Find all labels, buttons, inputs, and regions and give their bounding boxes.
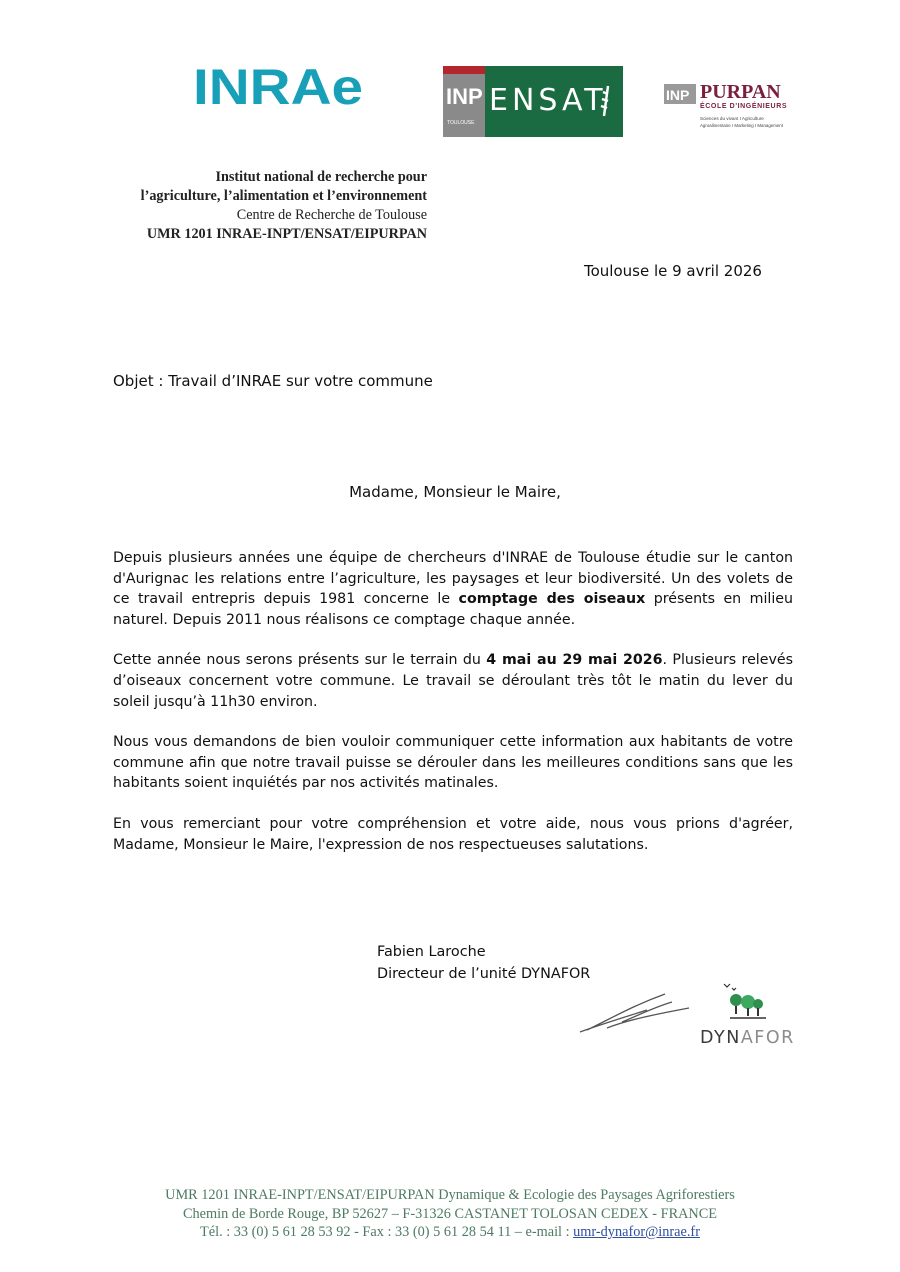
signer-title: Directeur de l’unité DYNAFOR bbox=[377, 966, 591, 982]
paragraph-3: Nous vous demandons de bien vouloir communiquer cette information aux habitants de votre commune afin que notre travail puisse se dérouler dans les meilleures conditions sans que les habitants soient inquiétés par nos activités matinales. bbox=[113, 734, 793, 792]
ensat-sub-text: TOULOUSE bbox=[447, 120, 475, 126]
inrae-logo-text: INRAe bbox=[193, 60, 363, 112]
purpan-sub-text: ÉCOLE D'INGÉNIEURS bbox=[700, 103, 788, 110]
letter-subject: Objet : Travail d’INRAE sur votre commune bbox=[113, 372, 433, 390]
letter-salutation: Madame, Monsieur le Maire, bbox=[349, 483, 561, 501]
footer-line3: Tél. : 33 (0) 5 61 28 53 92 - Fax : 33 (0) 5 61 28 54 11 – e-mail : umr-dynafor@inrae.fr bbox=[200, 1224, 700, 1240]
ensat-name-text: ENSAT bbox=[489, 83, 607, 118]
paragraph-2: Cette année nous serons présents sur le terrain du 4 mai au 29 mai 2026. Plusieurs relevés d’oiseaux concernent votre commune. Le travail se déroulant très tôt le matin du lever du soleil jusqu’à 11h30 environ. bbox=[113, 652, 793, 710]
ensat-inp-text: INP bbox=[446, 84, 483, 109]
purpan-inp-text: INP bbox=[666, 87, 690, 103]
paragraph-4: En vous remerciant pour votre compréhension et votre aide, nous vous prions d'agréer, Madame, Monsieur le Maire, l'expression de nos respectueuses salutations. bbox=[113, 815, 793, 853]
letter-body bbox=[113, 548, 793, 875]
ensat-logo bbox=[443, 66, 623, 137]
handwritten-signature bbox=[577, 988, 692, 1038]
institution-block bbox=[100, 168, 427, 244]
footer-email-link[interactable]: umr-dynafor@inrae.fr bbox=[573, 1224, 700, 1240]
birds-icon bbox=[724, 984, 736, 990]
purpan-logo bbox=[664, 80, 806, 132]
inrae-logo bbox=[193, 60, 365, 112]
purpan-tag1-text: Sciences du vivant I Agriculture bbox=[700, 116, 764, 121]
letter-date: Toulouse le 9 avril 2026 bbox=[584, 262, 762, 280]
signer-name: Fabien Laroche bbox=[377, 944, 486, 960]
highlight-bird-count: comptage des oiseaux bbox=[458, 591, 646, 608]
institution-line1: Institut national de recherche pour bbox=[215, 169, 427, 185]
letter-footer bbox=[0, 1186, 900, 1242]
footer-line1: UMR 1201 INRAE-INPT/ENSAT/EIPURPAN Dynamique & Ecologie des Paysages Agriforestiers bbox=[165, 1187, 735, 1203]
paragraph-1: Depuis plusieurs années une équipe de chercheurs d'INRAE de Toulouse étudie sur le canton d'Aurignac les relations entre l’agriculture, les paysages et leur biodiversité. Un des volets de ce travail entrepris depuis 1981 concerne le comptage des oiseaux présents en milieu naturel. Depuis 2011 nous réalisons ce comptage chaque année. bbox=[113, 550, 793, 628]
highlight-dates: 4 mai au 29 mai 2026 bbox=[486, 652, 663, 669]
institution-line4: UMR 1201 INRAE-INPT/ENSAT/EIPURPAN bbox=[146, 226, 427, 242]
institution-line3: Centre de Recherche de Toulouse bbox=[236, 207, 427, 223]
signer-block bbox=[377, 941, 590, 985]
purpan-name-text: PURPAN bbox=[700, 81, 781, 103]
purpan-tag2-text: Agroalimentaire I Marketing I Management bbox=[700, 123, 783, 128]
dynafor-wordmark: DYNAFOR bbox=[700, 1028, 795, 1048]
institution-line2: l’agriculture, l’alimentation et l’environnement bbox=[140, 188, 427, 204]
footer-line2: Chemin de Borde Rouge, BP 52627 – F-31326 CASTANET TOLOSAN CEDEX - FRANCE bbox=[182, 1205, 718, 1222]
